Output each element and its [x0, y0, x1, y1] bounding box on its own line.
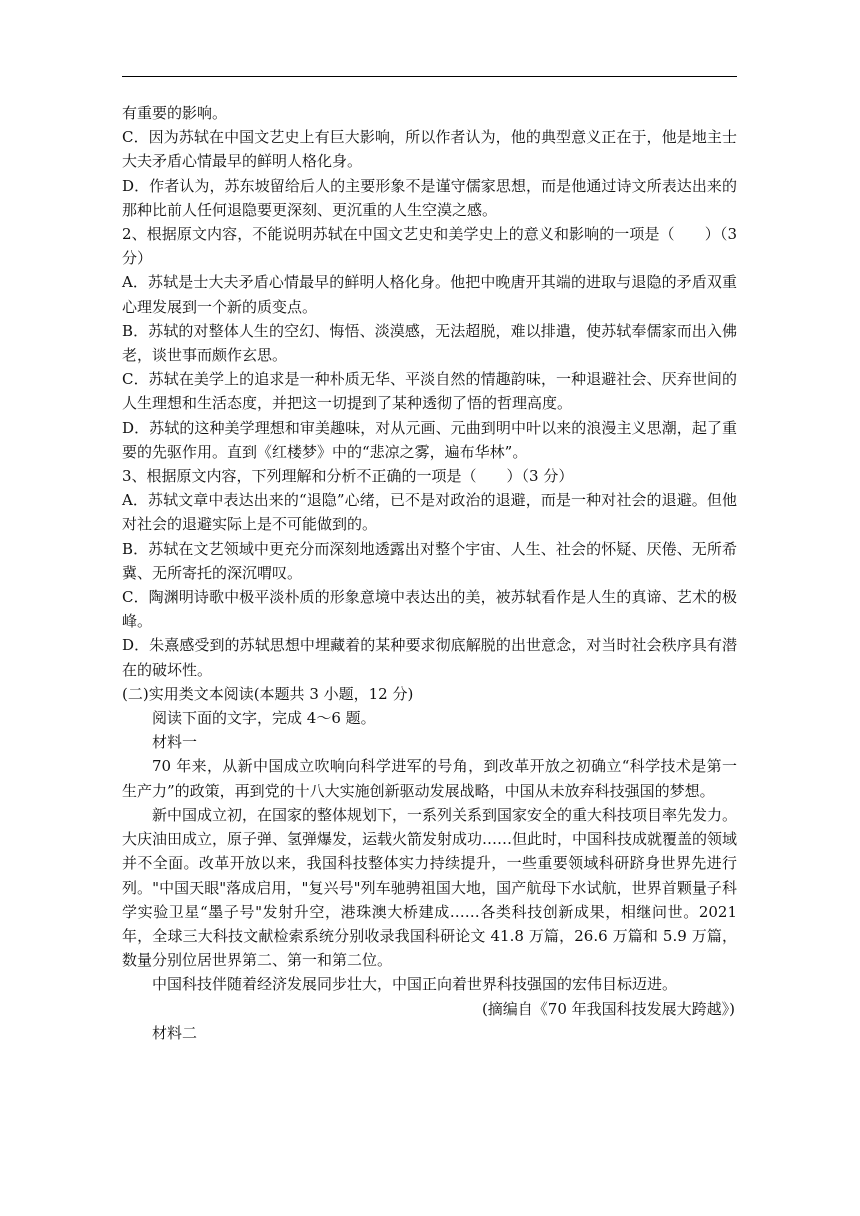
material-label: 材料一 [152, 733, 198, 752]
instruction: 阅读下面的文字，完成 4～6 题。 [152, 709, 376, 728]
option-c: C．苏轼在美学上的追求是一种朴质无华、平淡自然的情趣韵味，一种退避社会、厌弃世间的人生理想和生活态度，并把这一切提到了某种透彻了悟的哲理高度。 [122, 370, 737, 413]
header-rule [122, 76, 737, 77]
option-b: B．苏轼的对整体人生的空幻、悔悟、淡漠感，无法超脱，难以排遣，使苏轼奉儒家而出入佛老，谈世事而颇作玄思。 [122, 321, 737, 365]
material-label: 材料二 [152, 1023, 198, 1042]
document-body [122, 101, 737, 1045]
paragraph: 新中国成立初，在国家的整体规划下，一系列关系到国家安全的重大科技项目率先发力。大庆油田成立，原子弹、氢弹爆发，运载火箭发射成功……但此时，中国科技成就覆盖的领域并不全面。改革开放以来，我国科技整体实力持续提升，一些重要领域科研跻身世界先进行列。"中国天眼"落成启用，"复兴号"列车驰骋祖国大地，国产航母下水试航，世界首颗量子科学实验卫星“墨子号"发射升空，港珠澳大桥建成……各类科技创新成果，相继问世。2021 年，全球三大科技文献检索系统分别收录我国科研论文 41.8 万篇，26.6 万篇和 5.9 万篇，数量分别位居世界第二、第一和第二位。 [122, 805, 738, 970]
option-c: C．陶渊明诗歌中极平淡朴质的形象意境中表达出的美，被苏轼看作是人生的真谛、艺术的极峰。 [122, 588, 737, 631]
source-citation: (摘编自《70 年我国科技发展大跨越》) [481, 999, 735, 1018]
paragraph: 有重要的影响。 [122, 104, 228, 122]
option-b: B．苏轼在文艺领域中更充分而深刻地透露出对整个宇宙、人生、社会的怀疑、厌倦、无所希冀、无所寄托的深沉喟叹。 [122, 539, 737, 582]
option-d: D．朱熹感受到的苏轼思想中埋藏着的某种要求彻底解脱的出世意念，对当时社会秩序具有潜在的破坏性。 [122, 636, 737, 679]
paragraph: 中国科技伴随着经济发展同步壮大，中国正向着世界科技强国的宏伟目标迈进。 [152, 975, 678, 994]
option-c: C．因为苏轼在中国文艺史上有巨大影响，所以作者认为，他的典型意义正在于，他是地主士大夫矛盾心情最早的鲜明人格化身。 [122, 128, 737, 171]
option-a: A．苏轼是士大夫矛盾心情最早的鲜明人格化身。他把中晚唐开其端的进取与退隐的矛盾双重心理发展到一个新的质变点。 [122, 273, 737, 316]
section-heading: (二)实用类文本阅读(本题共 3 小题，12 分) [122, 684, 414, 703]
question-2: 2、根据原文内容，不能说明苏轼在中国文艺史和美学史上的意义和影响的一项是（ ）（3 分） [122, 225, 737, 268]
option-d: D．作者认为，苏东坡留给后人的主要形象不是谨守儒家思想，而是他通过诗文所表达出来的那种比前人任何退隐要更深刻、更沉重的人生空漠之感。 [122, 176, 737, 219]
option-d: D．苏轼的这种美学理想和审美趣味，对从元画、元曲到明中叶以来的浪漫主义思潮，起了重要的先驱作用。直到《红楼梦》中的“悲凉之雾，遍布华林”。 [122, 418, 737, 461]
option-a: A．苏轼文章中表达出来的“退隐”心绪，已不是对政治的退避，而是一种对社会的退避。但他对社会的退避实际上是不可能做到的。 [122, 491, 737, 534]
paragraph: 70 年来，从新中国成立吹响向科学进军的号角，到改革开放之初确立“科学技术是第一生产力”的政策，再到党的十八大实施创新驱动发展战略，中国从未放弃科技强国的梦想。 [122, 757, 737, 800]
question-3: 3、根据原文内容，下列理解和分析不正确的一项是（ ）（3 分） [122, 467, 574, 486]
